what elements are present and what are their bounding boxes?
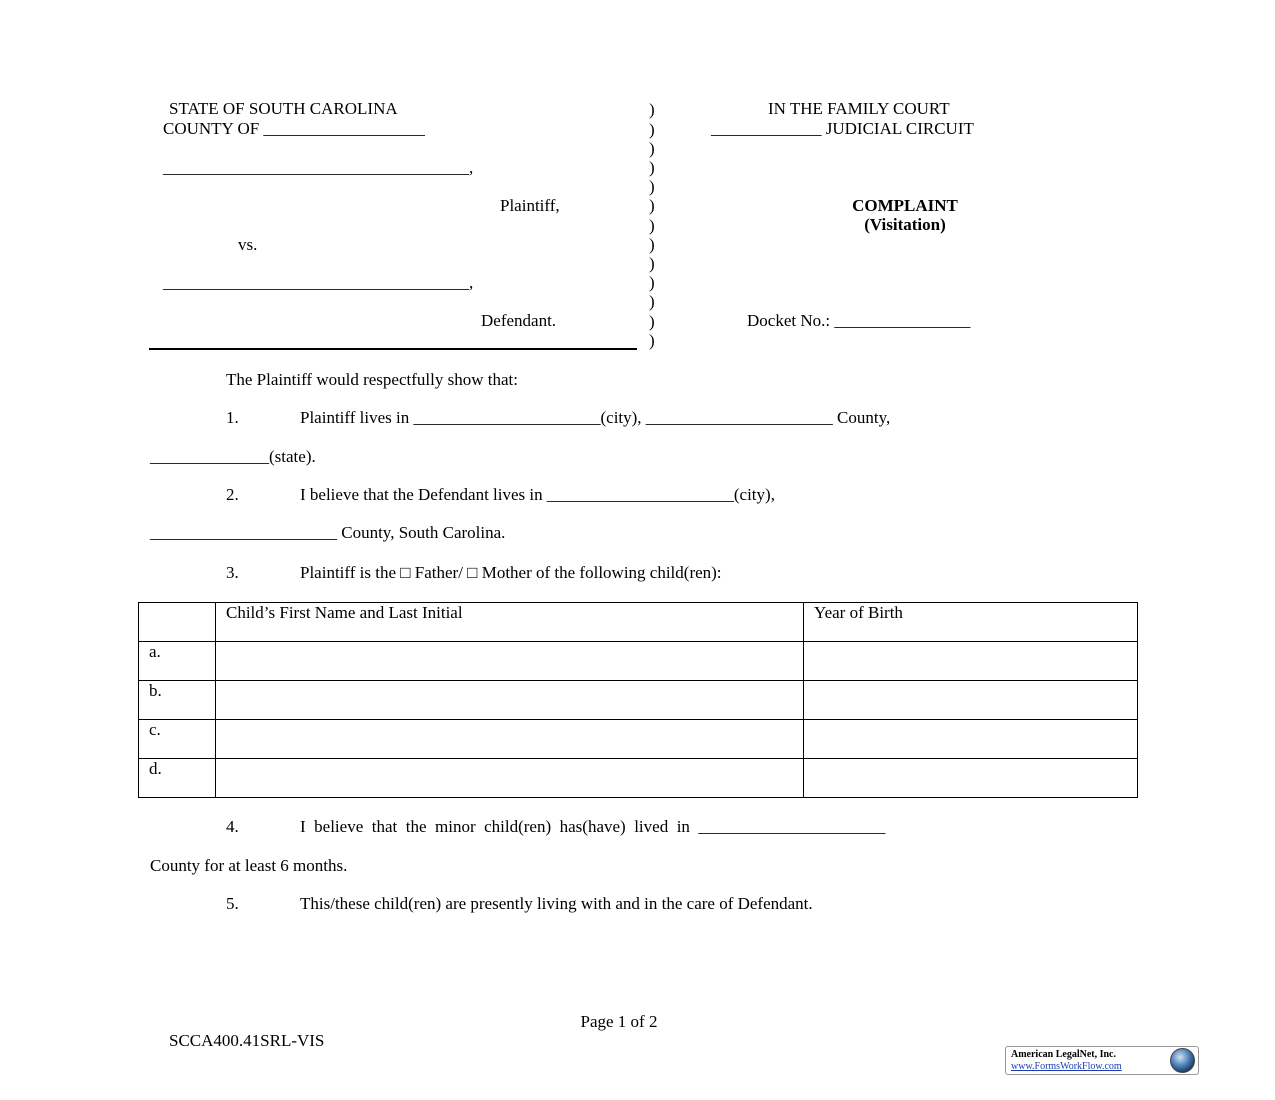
- paragraph-1-line[interactable]: Plaintiff lives in ______________________(city), ______________________ County,: [300, 408, 891, 427]
- defendant-name-field[interactable]: ____________________________________,: [163, 273, 474, 292]
- child-name-cell[interactable]: [216, 642, 804, 681]
- paragraph-4-line: County for at least 6 months.: [150, 856, 348, 875]
- paragraph-2-line[interactable]: I believe that the Defendant lives in ______________________(city),: [300, 485, 775, 504]
- child-name-cell[interactable]: [216, 720, 804, 759]
- paren: ): [649, 273, 655, 292]
- paren: ): [649, 235, 655, 254]
- paren: ): [649, 139, 655, 158]
- table-row: [139, 681, 1138, 720]
- child-name-cell[interactable]: [216, 681, 804, 720]
- state-heading: STATE OF SOUTH CAROLINA: [169, 99, 398, 118]
- versus-label: vs.: [238, 235, 258, 254]
- paragraph-1-line[interactable]: ______________(state).: [150, 447, 316, 466]
- birth-year-cell[interactable]: [804, 681, 1138, 720]
- paren: ): [649, 216, 655, 235]
- paragraph-4-number: 4.: [226, 817, 239, 836]
- child-name-cell[interactable]: [216, 759, 804, 798]
- paragraph-1-number: 1.: [226, 408, 239, 427]
- docket-number-field[interactable]: Docket No.: ________________: [747, 311, 971, 330]
- defendant-label: Defendant.: [481, 311, 557, 330]
- paren: ): [649, 292, 655, 311]
- plaintiff-name-field[interactable]: ____________________________________,: [163, 158, 474, 177]
- birth-year-cell[interactable]: [804, 759, 1138, 798]
- paragraph-2-line[interactable]: ______________________ County, South Carolina.: [150, 523, 506, 542]
- paren: ): [649, 254, 655, 273]
- judicial-circuit-field[interactable]: _____________ JUDICIAL CIRCUIT: [711, 119, 974, 138]
- table-header: Child’s First Name and Last Initial: [216, 603, 804, 642]
- paragraph-3-line[interactable]: Plaintiff is the □ Father/ □ Mother of the following child(ren):: [300, 563, 722, 582]
- row-label: a.: [139, 642, 216, 681]
- paragraph-5-line: This/these child(ren) are presently living with and in the care of Defendant.: [300, 894, 813, 913]
- table-header: Year of Birth: [804, 603, 1138, 642]
- paren: ): [649, 100, 655, 119]
- table-header: [139, 603, 216, 642]
- paren: ): [649, 120, 655, 139]
- row-label: d.: [139, 759, 216, 798]
- table-header-row: [139, 603, 1138, 642]
- paren: ): [649, 312, 655, 331]
- children-table: [138, 602, 1138, 798]
- row-label: c.: [139, 720, 216, 759]
- document-subtitle: (Visitation): [864, 215, 946, 234]
- logo-brand: American LegalNet, Inc.: [1011, 1049, 1116, 1060]
- legalnet-logo[interactable]: [1005, 1046, 1199, 1075]
- caption-underline: [149, 348, 637, 350]
- table-row: [139, 759, 1138, 798]
- intro-text: The Plaintiff would respectfully show that:: [226, 370, 518, 389]
- logo-url-link[interactable]: www.FormsWorkFlow.com: [1011, 1061, 1122, 1072]
- table-row: [139, 642, 1138, 681]
- globe-icon: [1170, 1048, 1195, 1073]
- paren: ): [649, 331, 655, 350]
- paragraph-3-number: 3.: [226, 563, 239, 582]
- paragraph-4-line[interactable]: I believe that the minor child(ren) has(have) lived in ______________________: [300, 817, 886, 836]
- row-label: b.: [139, 681, 216, 720]
- court-heading: IN THE FAMILY COURT: [768, 99, 950, 118]
- form-id: SCCA400.41SRL-VIS: [169, 1031, 325, 1050]
- page-number: Page 1 of 2: [580, 1012, 658, 1031]
- paren: ): [649, 196, 655, 215]
- birth-year-cell[interactable]: [804, 720, 1138, 759]
- paragraph-5-number: 5.: [226, 894, 239, 913]
- table-row: [139, 720, 1138, 759]
- paren: ): [649, 158, 655, 177]
- birth-year-cell[interactable]: [804, 642, 1138, 681]
- paragraph-2-number: 2.: [226, 485, 239, 504]
- document-title: COMPLAINT: [852, 196, 958, 215]
- plaintiff-label: Plaintiff,: [500, 196, 560, 215]
- county-field[interactable]: COUNTY OF ___________________: [163, 119, 425, 138]
- paren: ): [649, 177, 655, 196]
